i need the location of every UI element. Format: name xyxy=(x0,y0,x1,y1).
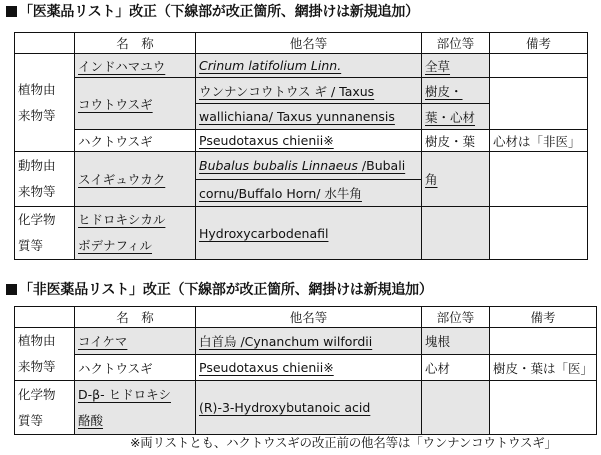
other-name-cell: (R)-3-Hydroxybutanoic acid xyxy=(199,400,371,415)
non-medicine-list-table xyxy=(14,306,597,435)
other-name-cell: wallichiana/ Taxus yunnanensis xyxy=(199,109,395,124)
name-cell: スイギュウカク xyxy=(78,172,166,187)
part-cell: 葉・心材 xyxy=(425,109,476,125)
name-cell xyxy=(75,207,196,260)
category-label: 動物由 xyxy=(18,158,56,173)
name-line: ボデナフィル xyxy=(78,238,153,253)
name-cell: コイケマ xyxy=(78,334,128,350)
other-name-cell: Pseudotaxus chienii※ xyxy=(199,133,334,148)
table-row xyxy=(15,152,588,180)
category-plant xyxy=(15,328,75,381)
other-name-scientific: Bubalus bubalis Linnaeus xyxy=(199,158,358,173)
section2-title xyxy=(6,280,433,300)
header-name: 名 称 xyxy=(75,307,196,328)
other-name-cell: Hydroxycarbodenafil xyxy=(199,225,329,241)
other-name-suffix: /Bubali xyxy=(357,158,406,173)
header-other-names: 他名等 xyxy=(196,307,422,328)
table-row xyxy=(15,207,588,260)
table-row xyxy=(15,130,588,152)
remarks-cell: 樹皮・葉は「医」 xyxy=(490,355,597,381)
category-label: 来物等 xyxy=(18,107,56,123)
other-name-cell: cornu/Buffalo Horn/ 水牛角 xyxy=(199,186,362,201)
remarks-cell xyxy=(490,78,588,130)
header-part: 部位等 xyxy=(422,307,490,328)
table-row xyxy=(15,381,597,435)
category-animal xyxy=(15,152,75,207)
section1-title xyxy=(6,2,419,22)
header-category xyxy=(15,33,75,54)
name-cell: コウトウスギ xyxy=(78,96,153,112)
header-part: 部位等 xyxy=(422,33,490,54)
section2-title-text: 「非医薬品リスト」改正（下線部が改正箇所、網掛けは新規追加） xyxy=(19,282,433,298)
part-cell: 樹皮・ xyxy=(425,83,463,99)
remarks-cell xyxy=(490,328,597,355)
remarks-cell xyxy=(490,207,588,260)
header-category xyxy=(15,307,75,328)
category-label: 質等 xyxy=(18,412,44,428)
remarks-cell xyxy=(490,54,588,78)
name-cell: ハクトウスギ xyxy=(75,355,196,381)
category-label: 化学物 xyxy=(18,212,56,227)
header-name: 名 称 xyxy=(75,33,196,54)
part-cell: 心材 xyxy=(422,355,490,381)
part-cell: 樹皮・葉 xyxy=(422,130,490,152)
table-row xyxy=(15,54,588,78)
other-name-cell: Crinum latifolium Linn. xyxy=(199,58,342,73)
category-label: 来物等 xyxy=(18,184,56,199)
section1-title-text: 「医薬品リスト」改正（下線部が改正箇所、網掛けは新規追加） xyxy=(19,4,419,20)
other-name-cell: 白首烏 /Cynanchum wilfordii xyxy=(199,334,373,350)
part-cell: 塊根 xyxy=(422,328,490,355)
square-bullet-icon xyxy=(6,284,17,295)
table-header-row xyxy=(15,307,597,328)
category-label: 植物由 xyxy=(18,81,56,97)
square-bullet-icon xyxy=(6,6,17,17)
medicine-list-table xyxy=(14,32,588,260)
name-cell xyxy=(75,381,196,435)
category-label: 化学物 xyxy=(18,386,56,402)
part-cell: 全草 xyxy=(425,58,451,74)
other-name-cell xyxy=(199,158,405,173)
header-remarks: 備考 xyxy=(490,307,597,328)
category-label: 植物由 xyxy=(18,333,56,348)
name-line: D-β- ヒドロキシ xyxy=(78,386,171,402)
remarks-cell xyxy=(490,381,597,435)
footnote: ※両リストとも、ハクトウスギの改正前の他名等は「ウンナンコウトウスギ」 xyxy=(130,435,557,450)
category-label: 質等 xyxy=(18,238,44,253)
part-cell xyxy=(422,207,490,260)
remarks-cell xyxy=(490,152,588,207)
name-cell: インドハマユウ xyxy=(78,58,166,74)
other-name-cell: Pseudotaxus chienii※ xyxy=(199,360,334,376)
name-line: ヒドロキシカル xyxy=(78,212,166,227)
name-cell: ハクトウスギ xyxy=(75,130,196,152)
name-line: 酪酸 xyxy=(78,412,104,428)
table-row xyxy=(15,328,597,355)
part-cell: 角 xyxy=(425,172,438,187)
table-header-row xyxy=(15,33,588,54)
header-remarks: 備考 xyxy=(490,33,588,54)
category-chemical xyxy=(15,207,75,260)
part-cell xyxy=(422,381,490,435)
table-row xyxy=(15,355,597,381)
remarks-cell: 心材は「非医」 xyxy=(490,130,588,152)
other-name-cell: ウンナンコウトウス ギ / Taxus xyxy=(199,83,375,99)
table-row xyxy=(15,78,588,104)
category-plant xyxy=(15,54,75,152)
category-chemical xyxy=(15,381,75,435)
header-other-names: 他名等 xyxy=(196,33,422,54)
category-label: 来物等 xyxy=(18,359,56,374)
